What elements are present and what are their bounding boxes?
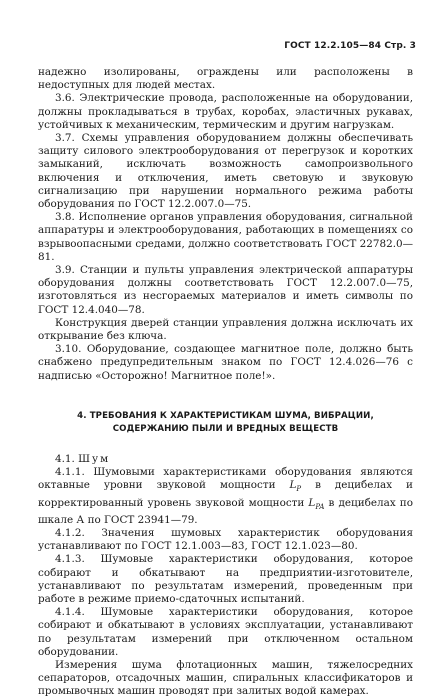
paragraph-4-1-4-measurements: Измерения шума флотационных машин, тяжелосредних сепараторов, отсадочных машин, спиральных классификаторов и промывочных машин проводят при залитых водой камерах. (38, 659, 413, 698)
paragraph-3-7: 3.7. Схемы управления оборудованием должны обеспечивать защиту силового электрооборудования от перегрузок и коротких замыканий, исключать возможность самопроизвольного включения и отключения, иметь световую и звуковую сигнализацию при нарушении нормального режима работы оборудования по ГОСТ 12.2.007.0—75. (38, 132, 413, 211)
paragraph-continuation: надежно изолированы, ограждены или расположены в недоступных для людей местах. (38, 66, 413, 92)
sound-power-symbol: $L_P$ (289, 479, 302, 494)
paragraph-3-9: 3.9. Станции и пульты управления электрической аппаратуры оборудования должны соответствовать ГОСТ 12.2.007.0—75, изготовляться из несгораемых материалов и иметь символы по ГОСТ 12.4.040—78. (38, 264, 413, 316)
header-page-label: Стр. 3 (384, 41, 416, 51)
corrected-sound-power-symbol: $L_{PA}$ (308, 496, 325, 511)
paragraph-3-8: 3.8. Исполнение органов управления оборудования, сигнальной аппаратуры и электрооборудования, работающих в помещениях со взрывоопасными средами, должно соответствовать ГОСТ 22782.0—81. (38, 211, 413, 263)
paragraph-4-1-1: 4.1.1. Шумовыми характеристиками оборудования являются октавные уровни звуковой мощности $L_P$ в децибелах и корректированный уровень звуковой мощности $L_{PA}$ в децибелах по шкале А по ГОСТ 23941—79. (38, 466, 413, 526)
page-header (284, 41, 416, 51)
paragraph-3-6: 3.6. Электрические провода, расположенные на оборудовании, должны прокладываться в трубах, коробах, эластичных рукавах, устойчивых к механическим, термическим и другим нагрузкам. (38, 92, 413, 131)
paragraph-3-9-doors: Конструкция дверей станции управления должна исключать их открывание без ключа. (38, 316, 413, 343)
subsection-number: 4.1. (55, 452, 75, 465)
paragraph-4-1-3: 4.1.3. Шумовые характеристики оборудования, которое собирают и обкатывают на предприятии-изготовителе, устанавливают по результатам измерений, проведенным при работе в режиме приемо-сдаточных испытаний. (38, 553, 413, 606)
header-standard: ГОСТ 12.2.105—84 (284, 41, 382, 51)
document-body (38, 66, 413, 699)
paragraph-3-10: 3.10. Оборудование, создающее магнитное поле, должно быть снабжено предупредительным знаком по ГОСТ 12.4.026—76 с надписью «Осторожно! Магнитное поле!». (38, 343, 413, 382)
section-4-heading (38, 410, 413, 436)
subsection-name: Шум (78, 452, 111, 465)
section-4-heading-line2: СОДЕРЖАНИЮ ПЫЛИ И ВРЕДНЫХ ВЕЩЕСТВ (112, 423, 339, 434)
paragraph-4-1-4: 4.1.4. Шумовые характеристики оборудования, которое собирают и обкатывают в условиях эксплуатации, устанавливают по результатам измерений при отключенном остальном оборудовании. (38, 606, 413, 658)
section-4-heading-line1: 4. ТРЕБОВАНИЯ К ХАРАКТЕРИСТИКАМ ШУМА, ВИБРАЦИИ, (77, 410, 374, 421)
subsection-4-1-title (38, 453, 413, 466)
paragraph-4-1-2: 4.1.2. Значения шумовых характеристик оборудования устанавливают по ГОСТ 12.1.003—83, ГОСТ 12.1.023—80. (38, 527, 413, 553)
